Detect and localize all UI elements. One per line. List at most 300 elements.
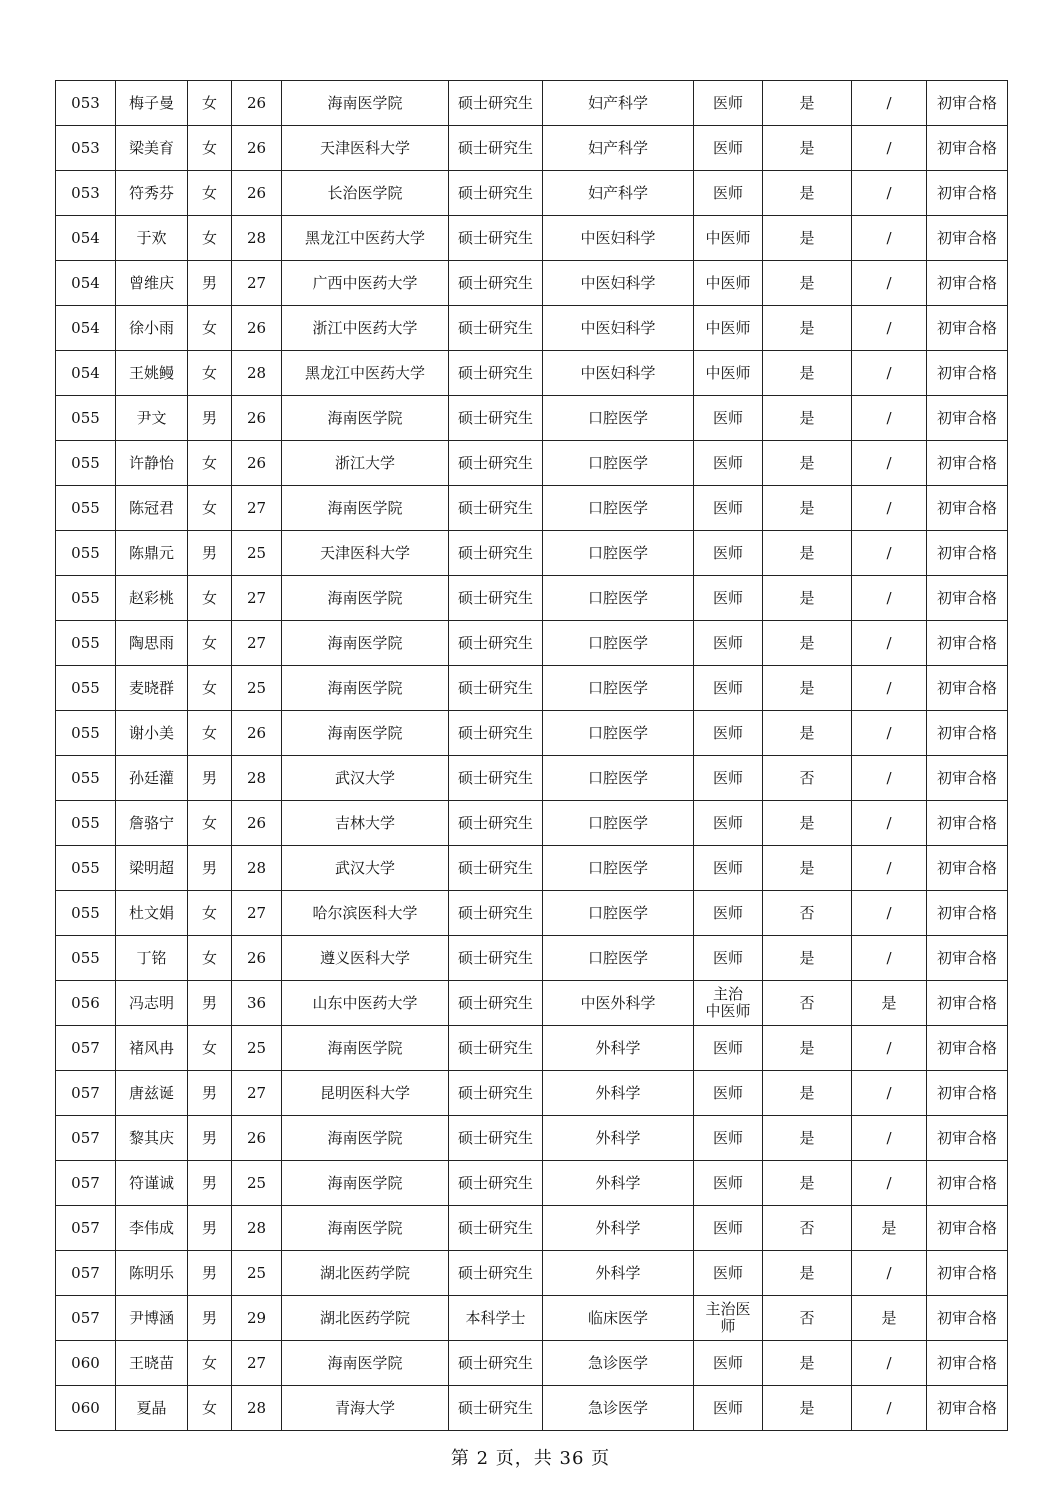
- major-cell: 口腔医学: [543, 486, 694, 531]
- name-cell: 孙廷灌: [116, 756, 188, 801]
- gender-cell: 男: [188, 756, 232, 801]
- age-cell: 27: [232, 486, 282, 531]
- degree-cell: 硕士研究生: [449, 261, 543, 306]
- table-row: [56, 1071, 1008, 1116]
- position-code-cell: 056: [56, 981, 116, 1026]
- review-result-cell: 初审合格: [927, 81, 1008, 126]
- major-cell: 口腔医学: [543, 666, 694, 711]
- degree-cell: 硕士研究生: [449, 711, 543, 756]
- degree-cell: 硕士研究生: [449, 1341, 543, 1386]
- school-cell: 海南医学院: [282, 1341, 449, 1386]
- name-cell: 王晓苗: [116, 1341, 188, 1386]
- qualification-cell: 主治医 师: [694, 1296, 763, 1341]
- name-cell: 唐兹诞: [116, 1071, 188, 1116]
- degree-cell: 本科学士: [449, 1296, 543, 1341]
- position-code-cell: 057: [56, 1206, 116, 1251]
- table-row: [56, 1206, 1008, 1251]
- name-cell: 于欢: [116, 216, 188, 261]
- degree-cell: 硕士研究生: [449, 621, 543, 666]
- degree-cell: 硕士研究生: [449, 891, 543, 936]
- major-cell: 中医妇科学: [543, 261, 694, 306]
- degree-cell: 硕士研究生: [449, 756, 543, 801]
- position-code-cell: 060: [56, 1386, 116, 1431]
- age-cell: 25: [232, 666, 282, 711]
- qualification-cell: 医师: [694, 1386, 763, 1431]
- position-code-cell: 055: [56, 666, 116, 711]
- name-cell: 杜文娟: [116, 891, 188, 936]
- age-cell: 27: [232, 621, 282, 666]
- review-result-cell: 初审合格: [927, 261, 1008, 306]
- extra-condition-cell: /: [852, 1071, 927, 1116]
- table-row: [56, 396, 1008, 441]
- gender-cell: 女: [188, 621, 232, 666]
- table-row: [56, 126, 1008, 171]
- name-cell: 梁明超: [116, 846, 188, 891]
- fresh-graduate-cell: 是: [763, 621, 852, 666]
- gender-cell: 女: [188, 171, 232, 216]
- degree-cell: 硕士研究生: [449, 1026, 543, 1071]
- fresh-graduate-cell: 是: [763, 171, 852, 216]
- degree-cell: 硕士研究生: [449, 351, 543, 396]
- position-code-cell: 054: [56, 261, 116, 306]
- degree-cell: 硕士研究生: [449, 1116, 543, 1161]
- table-row: [56, 576, 1008, 621]
- gender-cell: 男: [188, 1071, 232, 1116]
- fresh-graduate-cell: 是: [763, 351, 852, 396]
- major-cell: 外科学: [543, 1026, 694, 1071]
- review-result-cell: 初审合格: [927, 936, 1008, 981]
- major-cell: 临床医学: [543, 1296, 694, 1341]
- age-cell: 26: [232, 801, 282, 846]
- gender-cell: 女: [188, 1026, 232, 1071]
- position-code-cell: 055: [56, 396, 116, 441]
- gender-cell: 女: [188, 891, 232, 936]
- school-cell: 天津医科大学: [282, 126, 449, 171]
- qualification-cell: 医师: [694, 846, 763, 891]
- gender-cell: 女: [188, 216, 232, 261]
- extra-condition-cell: /: [852, 531, 927, 576]
- fresh-graduate-cell: 是: [763, 1251, 852, 1296]
- table-row: [56, 216, 1008, 261]
- table-row: [56, 621, 1008, 666]
- fresh-graduate-cell: 是: [763, 576, 852, 621]
- position-code-cell: 055: [56, 441, 116, 486]
- extra-condition-cell: /: [852, 801, 927, 846]
- major-cell: 口腔医学: [543, 621, 694, 666]
- fresh-graduate-cell: 是: [763, 441, 852, 486]
- major-cell: 中医外科学: [543, 981, 694, 1026]
- age-cell: 28: [232, 216, 282, 261]
- school-cell: 哈尔滨医科大学: [282, 891, 449, 936]
- degree-cell: 硕士研究生: [449, 531, 543, 576]
- gender-cell: 男: [188, 846, 232, 891]
- name-cell: 尹博涵: [116, 1296, 188, 1341]
- name-cell: 许静怡: [116, 441, 188, 486]
- name-cell: 黎其庆: [116, 1116, 188, 1161]
- table-row: [56, 261, 1008, 306]
- age-cell: 26: [232, 936, 282, 981]
- school-cell: 海南医学院: [282, 711, 449, 756]
- school-cell: 湖北医药学院: [282, 1296, 449, 1341]
- table-row: [56, 81, 1008, 126]
- school-cell: 黑龙江中医药大学: [282, 216, 449, 261]
- age-cell: 25: [232, 1251, 282, 1296]
- name-cell: 陶思雨: [116, 621, 188, 666]
- extra-condition-cell: 是: [852, 981, 927, 1026]
- table-row: [56, 756, 1008, 801]
- position-code-cell: 057: [56, 1251, 116, 1296]
- major-cell: 外科学: [543, 1071, 694, 1116]
- name-cell: 褚风冉: [116, 1026, 188, 1071]
- name-cell: 符秀芬: [116, 171, 188, 216]
- extra-condition-cell: /: [852, 756, 927, 801]
- qualification-cell: 医师: [694, 1161, 763, 1206]
- school-cell: 海南医学院: [282, 81, 449, 126]
- gender-cell: 女: [188, 351, 232, 396]
- qualification-cell: 医师: [694, 576, 763, 621]
- gender-cell: 女: [188, 666, 232, 711]
- qualification-cell: 医师: [694, 531, 763, 576]
- table-row: [56, 666, 1008, 711]
- review-result-cell: 初审合格: [927, 396, 1008, 441]
- degree-cell: 硕士研究生: [449, 981, 543, 1026]
- extra-condition-cell: /: [852, 81, 927, 126]
- age-cell: 27: [232, 1341, 282, 1386]
- table-row: [56, 1161, 1008, 1206]
- fresh-graduate-cell: 否: [763, 891, 852, 936]
- position-code-cell: 054: [56, 306, 116, 351]
- major-cell: 妇产科学: [543, 126, 694, 171]
- school-cell: 海南医学院: [282, 1161, 449, 1206]
- age-cell: 28: [232, 1386, 282, 1431]
- position-code-cell: 055: [56, 531, 116, 576]
- review-result-cell: 初审合格: [927, 216, 1008, 261]
- table-row: [56, 936, 1008, 981]
- name-cell: 符谨诚: [116, 1161, 188, 1206]
- table-row: [56, 801, 1008, 846]
- extra-condition-cell: /: [852, 306, 927, 351]
- degree-cell: 硕士研究生: [449, 1161, 543, 1206]
- name-cell: 梅子曼: [116, 81, 188, 126]
- gender-cell: 女: [188, 126, 232, 171]
- gender-cell: 男: [188, 531, 232, 576]
- extra-condition-cell: /: [852, 1341, 927, 1386]
- table-row: [56, 306, 1008, 351]
- qualification-cell: 中医师: [694, 261, 763, 306]
- school-cell: 吉林大学: [282, 801, 449, 846]
- school-cell: 遵义医科大学: [282, 936, 449, 981]
- review-result-cell: 初审合格: [927, 531, 1008, 576]
- qualification-cell: 医师: [694, 801, 763, 846]
- major-cell: 急诊医学: [543, 1386, 694, 1431]
- gender-cell: 女: [188, 576, 232, 621]
- review-result-cell: 初审合格: [927, 711, 1008, 756]
- gender-cell: 男: [188, 1251, 232, 1296]
- name-cell: 徐小雨: [116, 306, 188, 351]
- school-cell: 昆明医科大学: [282, 1071, 449, 1116]
- review-result-cell: 初审合格: [927, 1251, 1008, 1296]
- fresh-graduate-cell: 否: [763, 1206, 852, 1251]
- position-code-cell: 054: [56, 351, 116, 396]
- qualification-cell: 医师: [694, 1026, 763, 1071]
- fresh-graduate-cell: 是: [763, 846, 852, 891]
- school-cell: 海南医学院: [282, 621, 449, 666]
- major-cell: 口腔医学: [543, 576, 694, 621]
- table-row: [56, 171, 1008, 216]
- table-row: [56, 1026, 1008, 1071]
- school-cell: 浙江大学: [282, 441, 449, 486]
- school-cell: 武汉大学: [282, 756, 449, 801]
- school-cell: 天津医科大学: [282, 531, 449, 576]
- age-cell: 26: [232, 1116, 282, 1161]
- major-cell: 外科学: [543, 1161, 694, 1206]
- review-result-cell: 初审合格: [927, 171, 1008, 216]
- extra-condition-cell: /: [852, 1386, 927, 1431]
- review-result-cell: 初审合格: [927, 441, 1008, 486]
- gender-cell: 女: [188, 306, 232, 351]
- age-cell: 26: [232, 441, 282, 486]
- fresh-graduate-cell: 是: [763, 936, 852, 981]
- fresh-graduate-cell: 是: [763, 396, 852, 441]
- fresh-graduate-cell: 是: [763, 666, 852, 711]
- review-result-cell: 初审合格: [927, 666, 1008, 711]
- extra-condition-cell: /: [852, 891, 927, 936]
- school-cell: 山东中医药大学: [282, 981, 449, 1026]
- name-cell: 陈明乐: [116, 1251, 188, 1296]
- fresh-graduate-cell: 是: [763, 1116, 852, 1161]
- review-result-cell: 初审合格: [927, 126, 1008, 171]
- fresh-graduate-cell: 是: [763, 81, 852, 126]
- fresh-graduate-cell: 否: [763, 756, 852, 801]
- age-cell: 28: [232, 351, 282, 396]
- page-number: 第 2 页，共 36 页: [450, 1448, 611, 1469]
- review-result-cell: 初审合格: [927, 756, 1008, 801]
- table-body: [56, 81, 1008, 1431]
- table-row: [56, 846, 1008, 891]
- fresh-graduate-cell: 否: [763, 1296, 852, 1341]
- gender-cell: 女: [188, 486, 232, 531]
- position-code-cell: 060: [56, 1341, 116, 1386]
- degree-cell: 硕士研究生: [449, 441, 543, 486]
- extra-condition-cell: /: [852, 486, 927, 531]
- qualification-cell: 医师: [694, 936, 763, 981]
- name-cell: 詹骆宁: [116, 801, 188, 846]
- school-cell: 海南医学院: [282, 1206, 449, 1251]
- table-row: [56, 441, 1008, 486]
- position-code-cell: 057: [56, 1071, 116, 1116]
- table-row: [56, 1296, 1008, 1341]
- gender-cell: 男: [188, 261, 232, 306]
- position-code-cell: 057: [56, 1161, 116, 1206]
- major-cell: 妇产科学: [543, 171, 694, 216]
- table-row: [56, 1386, 1008, 1431]
- degree-cell: 硕士研究生: [449, 1206, 543, 1251]
- review-result-cell: 初审合格: [927, 1071, 1008, 1116]
- school-cell: 青海大学: [282, 1386, 449, 1431]
- age-cell: 25: [232, 1161, 282, 1206]
- position-code-cell: 055: [56, 801, 116, 846]
- age-cell: 26: [232, 126, 282, 171]
- major-cell: 外科学: [543, 1206, 694, 1251]
- qualification-cell: 医师: [694, 1071, 763, 1116]
- position-code-cell: 055: [56, 486, 116, 531]
- degree-cell: 硕士研究生: [449, 801, 543, 846]
- degree-cell: 硕士研究生: [449, 81, 543, 126]
- review-result-cell: 初审合格: [927, 801, 1008, 846]
- extra-condition-cell: /: [852, 1026, 927, 1071]
- position-code-cell: 053: [56, 171, 116, 216]
- qualification-cell: 医师: [694, 756, 763, 801]
- extra-condition-cell: 是: [852, 1296, 927, 1341]
- review-result-cell: 初审合格: [927, 486, 1008, 531]
- extra-condition-cell: /: [852, 126, 927, 171]
- name-cell: 赵彩桃: [116, 576, 188, 621]
- gender-cell: 女: [188, 1341, 232, 1386]
- extra-condition-cell: /: [852, 621, 927, 666]
- position-code-cell: 055: [56, 936, 116, 981]
- major-cell: 急诊医学: [543, 1341, 694, 1386]
- position-code-cell: 055: [56, 576, 116, 621]
- major-cell: 口腔医学: [543, 441, 694, 486]
- qualification-cell: 主治 中医师: [694, 981, 763, 1026]
- age-cell: 27: [232, 261, 282, 306]
- fresh-graduate-cell: 是: [763, 216, 852, 261]
- fresh-graduate-cell: 是: [763, 1026, 852, 1071]
- age-cell: 26: [232, 171, 282, 216]
- major-cell: 口腔医学: [543, 531, 694, 576]
- age-cell: 28: [232, 1206, 282, 1251]
- fresh-graduate-cell: 是: [763, 1386, 852, 1431]
- degree-cell: 硕士研究生: [449, 666, 543, 711]
- name-cell: 曾维庆: [116, 261, 188, 306]
- extra-condition-cell: /: [852, 666, 927, 711]
- review-result-cell: 初审合格: [927, 1206, 1008, 1251]
- name-cell: 尹文: [116, 396, 188, 441]
- qualification-cell: 医师: [694, 1251, 763, 1296]
- extra-condition-cell: 是: [852, 1206, 927, 1251]
- fresh-graduate-cell: 是: [763, 1071, 852, 1116]
- fresh-graduate-cell: 是: [763, 261, 852, 306]
- age-cell: 26: [232, 396, 282, 441]
- age-cell: 25: [232, 531, 282, 576]
- table-row: [56, 351, 1008, 396]
- qualification-cell: 医师: [694, 396, 763, 441]
- qualification-cell: 中医师: [694, 216, 763, 261]
- school-cell: 广西中医药大学: [282, 261, 449, 306]
- school-cell: 浙江中医药大学: [282, 306, 449, 351]
- major-cell: 中医妇科学: [543, 216, 694, 261]
- qualification-cell: 医师: [694, 621, 763, 666]
- age-cell: 28: [232, 846, 282, 891]
- gender-cell: 男: [188, 1116, 232, 1161]
- degree-cell: 硕士研究生: [449, 1386, 543, 1431]
- age-cell: 27: [232, 576, 282, 621]
- extra-condition-cell: /: [852, 846, 927, 891]
- school-cell: 海南医学院: [282, 396, 449, 441]
- age-cell: 26: [232, 306, 282, 351]
- position-code-cell: 055: [56, 891, 116, 936]
- major-cell: 口腔医学: [543, 756, 694, 801]
- table-row: [56, 711, 1008, 756]
- fresh-graduate-cell: 是: [763, 1341, 852, 1386]
- qualification-cell: 医师: [694, 1341, 763, 1386]
- extra-condition-cell: /: [852, 1251, 927, 1296]
- name-cell: 王姚鳗: [116, 351, 188, 396]
- major-cell: 中医妇科学: [543, 351, 694, 396]
- extra-condition-cell: /: [852, 936, 927, 981]
- major-cell: 口腔医学: [543, 936, 694, 981]
- qualification-cell: 医师: [694, 486, 763, 531]
- extra-condition-cell: /: [852, 396, 927, 441]
- table-row: [56, 1116, 1008, 1161]
- age-cell: 27: [232, 891, 282, 936]
- table-row: [56, 981, 1008, 1026]
- position-code-cell: 055: [56, 711, 116, 756]
- school-cell: 海南医学院: [282, 666, 449, 711]
- major-cell: 口腔医学: [543, 846, 694, 891]
- age-cell: 36: [232, 981, 282, 1026]
- qualification-cell: 中医师: [694, 306, 763, 351]
- review-result-cell: 初审合格: [927, 1296, 1008, 1341]
- extra-condition-cell: /: [852, 1161, 927, 1206]
- review-result-cell: 初审合格: [927, 621, 1008, 666]
- review-result-cell: 初审合格: [927, 576, 1008, 621]
- school-cell: 海南医学院: [282, 486, 449, 531]
- position-code-cell: 057: [56, 1026, 116, 1071]
- qualification-cell: 中医师: [694, 351, 763, 396]
- position-code-cell: 054: [56, 216, 116, 261]
- name-cell: 麦晓群: [116, 666, 188, 711]
- qualification-cell: 医师: [694, 891, 763, 936]
- age-cell: 28: [232, 756, 282, 801]
- degree-cell: 硕士研究生: [449, 396, 543, 441]
- name-cell: 丁铭: [116, 936, 188, 981]
- extra-condition-cell: /: [852, 261, 927, 306]
- major-cell: 口腔医学: [543, 801, 694, 846]
- extra-condition-cell: /: [852, 441, 927, 486]
- review-result-cell: 初审合格: [927, 1026, 1008, 1071]
- review-result-cell: 初审合格: [927, 846, 1008, 891]
- gender-cell: 男: [188, 981, 232, 1026]
- qualification-cell: 医师: [694, 171, 763, 216]
- degree-cell: 硕士研究生: [449, 936, 543, 981]
- school-cell: 黑龙江中医药大学: [282, 351, 449, 396]
- review-result-cell: 初审合格: [927, 981, 1008, 1026]
- qualification-cell: 医师: [694, 1116, 763, 1161]
- degree-cell: 硕士研究生: [449, 846, 543, 891]
- table-row: [56, 486, 1008, 531]
- name-cell: 夏晶: [116, 1386, 188, 1431]
- table-row: [56, 1251, 1008, 1296]
- position-code-cell: 053: [56, 126, 116, 171]
- fresh-graduate-cell: 是: [763, 306, 852, 351]
- extra-condition-cell: /: [852, 576, 927, 621]
- school-cell: 海南医学院: [282, 1116, 449, 1161]
- fresh-graduate-cell: 是: [763, 486, 852, 531]
- gender-cell: 男: [188, 1296, 232, 1341]
- gender-cell: 男: [188, 396, 232, 441]
- degree-cell: 硕士研究生: [449, 1251, 543, 1296]
- extra-condition-cell: /: [852, 711, 927, 756]
- fresh-graduate-cell: 是: [763, 1161, 852, 1206]
- major-cell: 口腔医学: [543, 711, 694, 756]
- gender-cell: 女: [188, 936, 232, 981]
- fresh-graduate-cell: 是: [763, 531, 852, 576]
- gender-cell: 女: [188, 711, 232, 756]
- age-cell: 27: [232, 1071, 282, 1116]
- qualification-cell: 医师: [694, 441, 763, 486]
- fresh-graduate-cell: 是: [763, 126, 852, 171]
